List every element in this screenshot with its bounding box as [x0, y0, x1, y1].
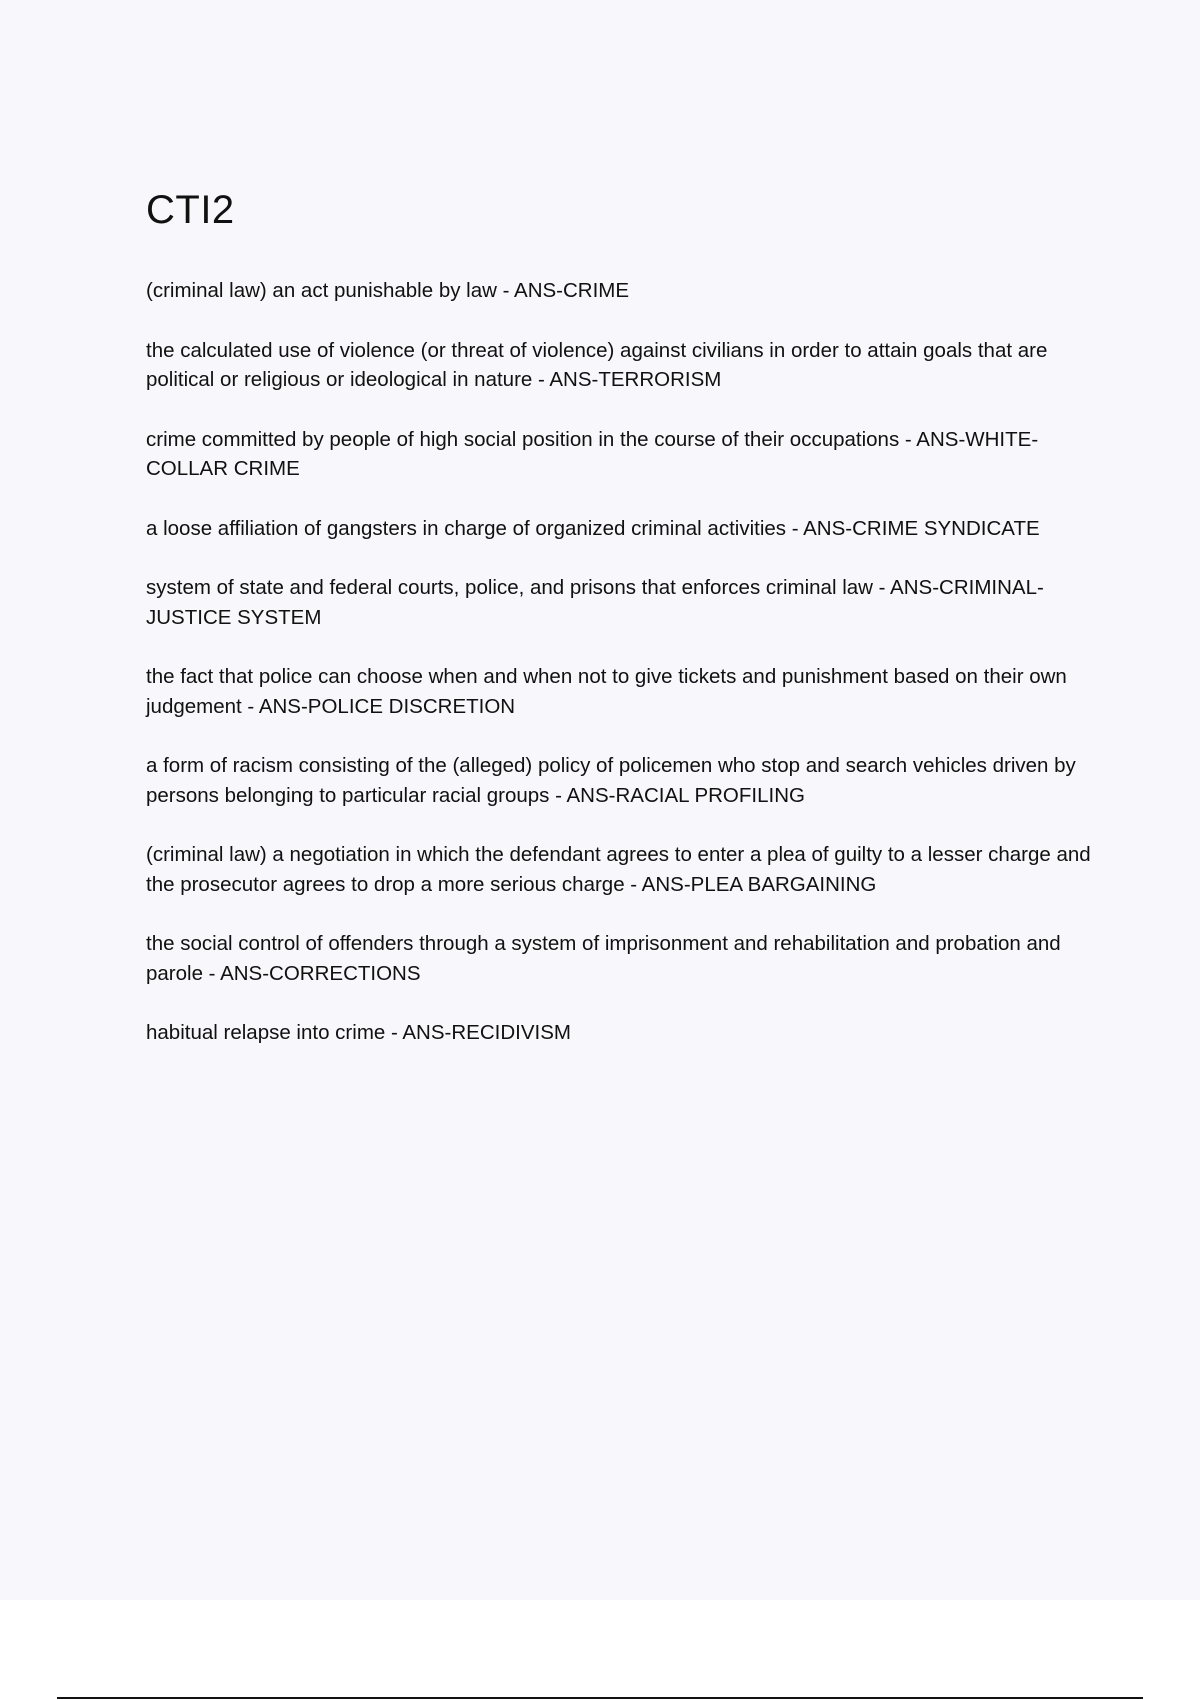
list-item: the fact that police can choose when and when not to give tickets and punishment based on their own judgement - ANS-POLICE DISCRETION — [146, 665, 1067, 718]
list-item: system of state and federal courts, police, and prisons that enforces criminal law - ANS-CRIMINAL-JUSTICE SYSTEM — [146, 576, 1044, 629]
list-item: (criminal law) an act punishable by law - ANS-CRIME — [146, 279, 630, 302]
list-item: (criminal law) a negotiation in which the defendant agrees to enter a plea of guilty to a lesser charge and the prosecutor agrees to drop a more serious charge - ANS-PLEA BARGAINING — [146, 843, 1091, 896]
list-item: habitual relapse into crime - ANS-RECIDIVISM — [146, 1021, 571, 1044]
list-item: a loose affiliation of gangsters in charge of organized criminal activities - ANS-CRIME SYNDICATE — [146, 516, 1040, 540]
list-item: crime committed by people of high social position in the course of their occupations - ANS-WHITE-COLLAR CRIME — [146, 427, 1039, 480]
document-content — [146, 182, 1096, 1078]
entry-list — [146, 276, 1096, 1048]
footer-divider — [57, 1697, 1143, 1699]
list-item: a form of racism consisting of the (alleged) policy of policemen who stop and search vehicles driven by persons belonging to particular racial groups - ANS-RACIAL PROFILING — [146, 754, 1076, 807]
list-item: the calculated use of violence (or threat of violence) against civilians in order to attain goals that are political or religious or ideological in nature - ANS-TERRORISM — [146, 338, 1048, 391]
page-title: CTI2 — [146, 188, 235, 232]
list-item: the social control of offenders through a system of imprisonment and rehabilitation and probation and parole - ANS-CORRECTIONS — [146, 932, 1061, 985]
